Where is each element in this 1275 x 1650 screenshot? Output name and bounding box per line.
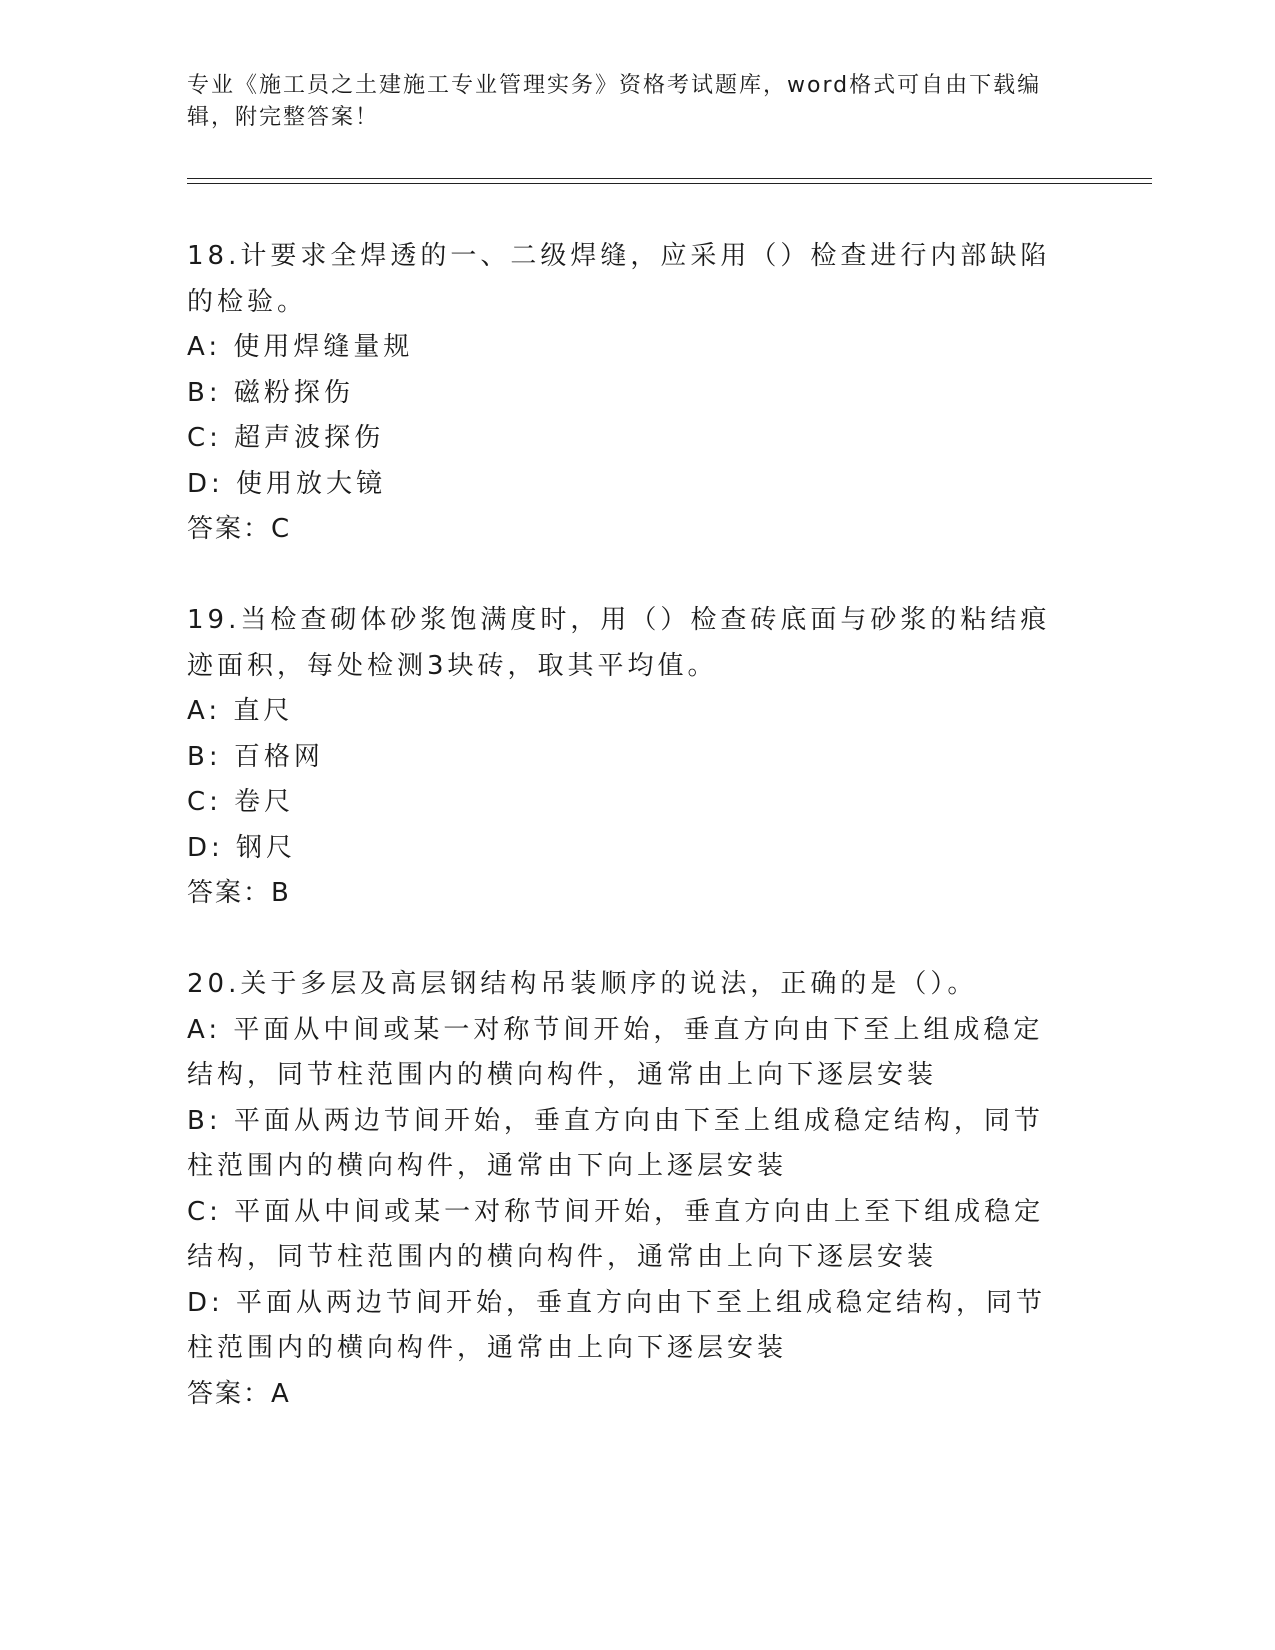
header-divider-top <box>187 178 1152 179</box>
answer-label: 答案：A <box>187 1378 291 1409</box>
option-c: C: 卷尺 <box>187 787 295 817</box>
option-c: C: 超声波探伤 <box>187 423 385 453</box>
answer-label: 答案：B <box>187 878 291 908</box>
option-b: B: 平面从两边节间开始，垂直方向由下至上组成稳定结构，同节柱范围内的横向构件，通常由下向上逐层安装 <box>187 1105 1044 1181</box>
question-stem: 19.当检查砌体砂浆饱满度时，用（）检查砖底面与砂浆的粘结痕迹面积，每处检测3块砖，取其平均值。 <box>187 605 1051 681</box>
answer-label: 答案：C <box>187 514 292 544</box>
question-stem: 20.关于多层及高层钢结构吊装顺序的说法，正确的是（）。 <box>187 969 978 999</box>
option-d: D: 平面从两边节间开始，垂直方向由下至上组成稳定结构，同节柱范围内的横向构件，通常由上向下逐层安装 <box>187 1287 1047 1363</box>
option-b: B: 百格网 <box>187 741 324 772</box>
document-header: 专业《施工员之土建施工专业管理实务》资格考试题库，word格式可自由下载编 辑，附完整答案！ <box>187 73 1042 130</box>
option-b: B: 磁粉探伤 <box>187 377 354 408</box>
header-divider-bottom <box>187 183 1152 184</box>
question-stem: 18.计要求全焊透的一、二级焊缝，应采用（）检查进行内部缺陷的检验。 <box>187 241 1051 317</box>
option-a: A: 直尺 <box>187 696 294 726</box>
option-a: A: 平面从中间或某一对称节间开始，垂直方向由下至上组成稳定结构，同节柱范围内的横向构件，通常由上向下逐层安装 <box>187 1014 1044 1090</box>
question-20 <box>187 962 1067 1417</box>
option-d: D: 使用放大镜 <box>187 468 387 499</box>
option-a: A: 使用焊缝量规 <box>187 332 414 362</box>
question-19 <box>187 598 1067 917</box>
option-d: D: 钢尺 <box>187 832 297 863</box>
option-c: C: 平面从中间或某一对称节间开始，垂直方向由上至下组成稳定结构，同节柱范围内的横向构件，通常由上向下逐层安装 <box>187 1196 1045 1272</box>
question-18 <box>187 234 1067 553</box>
